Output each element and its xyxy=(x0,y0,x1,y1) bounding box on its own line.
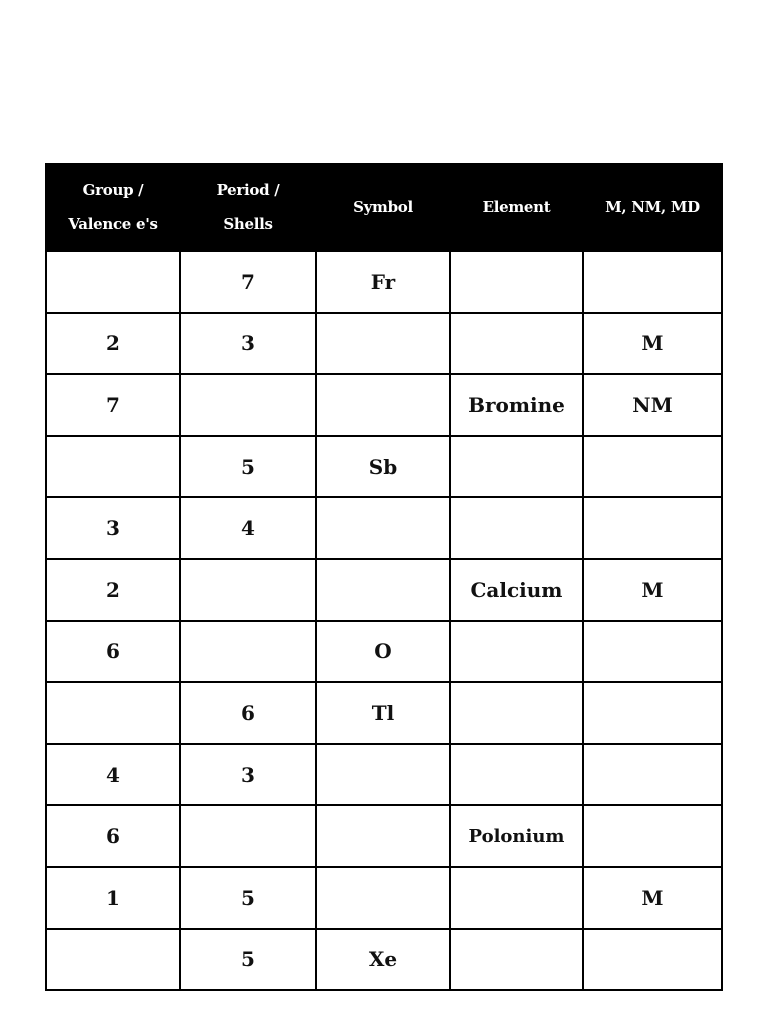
cell-symbol xyxy=(316,559,450,621)
cell-element: Calcium xyxy=(450,559,583,621)
header-line: M, NM, MD xyxy=(605,198,700,216)
cell-period: 6 xyxy=(180,682,316,744)
cell-period xyxy=(180,805,316,867)
cell-period: 5 xyxy=(180,436,316,498)
header-line: Element xyxy=(482,198,551,216)
cell-symbol xyxy=(316,313,450,375)
cell-metal-type: M xyxy=(583,867,722,929)
cell-group xyxy=(46,251,180,313)
cell-group: 6 xyxy=(46,805,180,867)
cell-group: 4 xyxy=(46,744,180,806)
cell-element xyxy=(450,744,583,806)
cell-group: 6 xyxy=(46,621,180,683)
cell-group xyxy=(46,929,180,991)
cell-symbol xyxy=(316,497,450,559)
cell-period xyxy=(180,621,316,683)
table-row xyxy=(46,497,722,559)
cell-element xyxy=(450,313,583,375)
cell-symbol xyxy=(316,374,450,436)
cell-element xyxy=(450,682,583,744)
table-row xyxy=(46,744,722,806)
header-line: Shells xyxy=(223,215,273,233)
cell-element xyxy=(450,436,583,498)
cell-group: 3 xyxy=(46,497,180,559)
table-row xyxy=(46,867,722,929)
cell-group xyxy=(46,682,180,744)
table-row xyxy=(46,436,722,498)
cell-element xyxy=(450,621,583,683)
table-row xyxy=(46,682,722,744)
table-header xyxy=(46,164,722,251)
header-metal-type xyxy=(583,164,722,251)
header-line: Valence e's xyxy=(68,215,158,233)
cell-metal-type xyxy=(583,744,722,806)
cell-group: 2 xyxy=(46,313,180,375)
cell-symbol xyxy=(316,867,450,929)
header-group-valence xyxy=(46,164,180,251)
cell-metal-type xyxy=(583,497,722,559)
cell-metal-type xyxy=(583,621,722,683)
cell-element xyxy=(450,251,583,313)
table-body xyxy=(46,251,722,990)
cell-group xyxy=(46,436,180,498)
header-period-shells xyxy=(180,164,316,251)
table-row xyxy=(46,374,722,436)
cell-period: 5 xyxy=(180,867,316,929)
cell-metal-type xyxy=(583,682,722,744)
cell-element: Bromine xyxy=(450,374,583,436)
cell-period: 7 xyxy=(180,251,316,313)
cell-metal-type: M xyxy=(583,313,722,375)
header-symbol xyxy=(316,164,450,251)
cell-period: 4 xyxy=(180,497,316,559)
header-row xyxy=(46,164,722,251)
cell-period xyxy=(180,559,316,621)
cell-group: 1 xyxy=(46,867,180,929)
cell-period xyxy=(180,374,316,436)
cell-metal-type: NM xyxy=(583,374,722,436)
table-row xyxy=(46,621,722,683)
cell-symbol xyxy=(316,744,450,806)
cell-element: Polonium xyxy=(450,805,583,867)
cell-metal-type xyxy=(583,805,722,867)
cell-element xyxy=(450,867,583,929)
cell-symbol: Xe xyxy=(316,929,450,991)
header-element xyxy=(450,164,583,251)
table-row xyxy=(46,805,722,867)
cell-symbol: Tl xyxy=(316,682,450,744)
table-row xyxy=(46,559,722,621)
cell-period: 3 xyxy=(180,313,316,375)
cell-metal-type xyxy=(583,436,722,498)
header-line: Group / xyxy=(82,181,144,199)
cell-group: 2 xyxy=(46,559,180,621)
table-row xyxy=(46,929,722,991)
table-row xyxy=(46,251,722,313)
periodic-worksheet-table xyxy=(45,163,723,991)
table-row xyxy=(46,313,722,375)
cell-period: 3 xyxy=(180,744,316,806)
cell-symbol: O xyxy=(316,621,450,683)
cell-period: 5 xyxy=(180,929,316,991)
cell-metal-type xyxy=(583,251,722,313)
header-line: Symbol xyxy=(353,198,413,216)
cell-group: 7 xyxy=(46,374,180,436)
cell-symbol: Sb xyxy=(316,436,450,498)
cell-metal-type: M xyxy=(583,559,722,621)
header-line: Period / xyxy=(216,181,280,199)
cell-element xyxy=(450,497,583,559)
cell-metal-type xyxy=(583,929,722,991)
cell-symbol xyxy=(316,805,450,867)
cell-symbol: Fr xyxy=(316,251,450,313)
cell-element xyxy=(450,929,583,991)
